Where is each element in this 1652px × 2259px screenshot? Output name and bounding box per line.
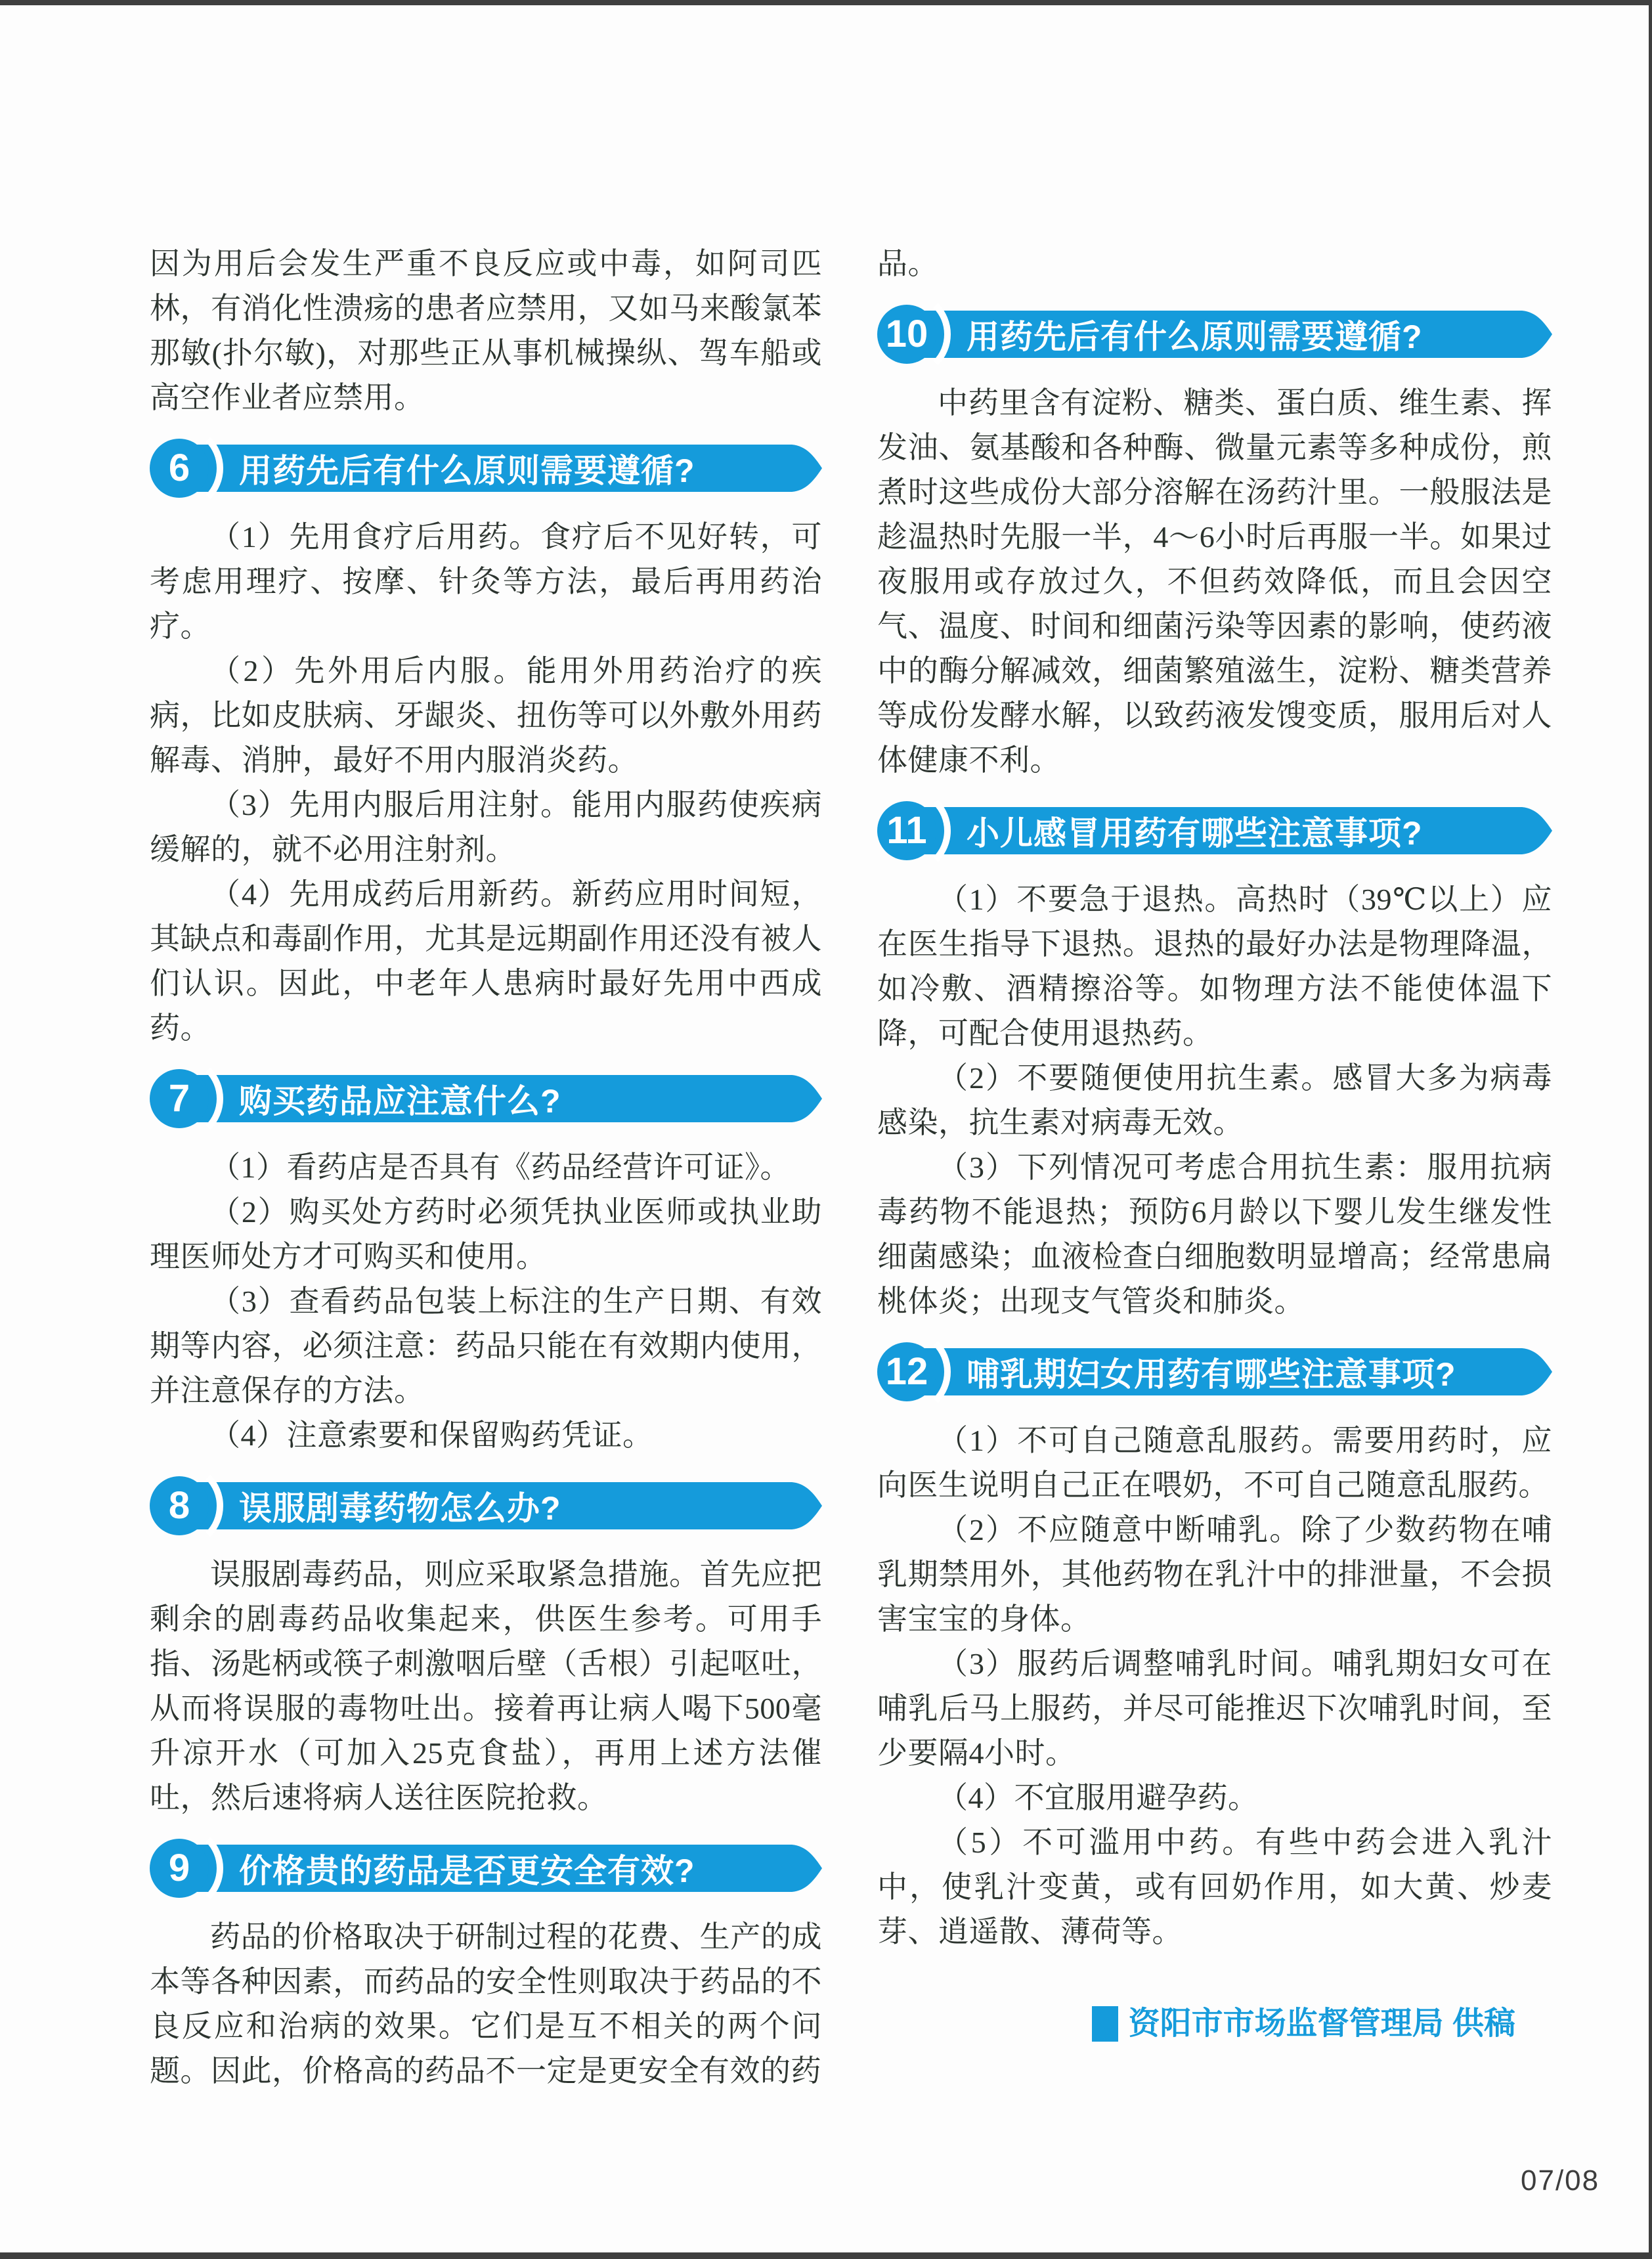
paragraph: （3）服药后调整哺乳时间。哺乳期妇女可在哺乳后马上服药，并尽可能推迟下次哺乳时间，至少要隔4小时。 — [877, 1647, 1552, 1770]
section-title-bar — [907, 1348, 1517, 1395]
section-number: 6 — [168, 447, 190, 489]
section-6-header — [150, 439, 822, 498]
section-title-bar — [179, 1075, 787, 1122]
paragraph: （2）先外用后内服。能用外用药治疗的疾病，比如皮肤病、牙龈炎、扭伤等可以外敷外用药解毒、消肿，最好不用内服消炎药。 — [150, 654, 822, 777]
section-title: 误服剧毒药物怎么办? — [239, 1490, 561, 1527]
page-border-right — [1649, 0, 1652, 2259]
paragraph: （3）先用内服后用注射。能用内服药使疾病缓解的，就不必用注射剂。 — [150, 788, 822, 866]
paren-arc-icon — [863, 787, 951, 875]
paragraph: （4）先用成药后用新药。新药应用时间短，其缺点和毒副作用，尤其是远期副作用还没有被人们认识。因此，中老年人患病时最好先用中西成药。 — [150, 877, 822, 1045]
paragraph: （2）购买处方药时必须凭执业医师或执业助理医师处方才可购买和使用。 — [150, 1195, 822, 1273]
section-title: 小儿感冒用药有哪些注意事项? — [967, 815, 1423, 852]
section-7-header — [150, 1069, 822, 1128]
paragraph: （2）不要随便使用抗生素。感冒大多为病毒感染，抗生素对病毒无效。 — [877, 1061, 1552, 1139]
intro-paragraph: 因为用后会发生严重不良反应或中毒，如阿司匹林，有消化性溃疡的患者应禁用，又如马来酸氯苯那敏(扑尔敏)，对那些正从事机械操纵、驾车船或高空作业者应禁用。 — [150, 247, 822, 414]
section-title: 价格贵的药品是否更安全有效? — [239, 1853, 695, 1889]
paragraph: （3）查看药品包装上标注的生产日期、有效期等内容，必须注意：药品只能在有效期内使用，并注意保存的方法。 — [150, 1284, 822, 1407]
section-6-number-badge — [150, 439, 209, 498]
paragraph: （4）注意索要和保留购药凭证。 — [210, 1418, 653, 1452]
section-number: 11 — [886, 809, 927, 852]
credit-line — [877, 2006, 1552, 2042]
paragraph: （2）不应随意中断哺乳。除了少数药物在哺乳期禁用外，其他药物在乳汁中的排泄量，不会损害宝宝的身体。 — [877, 1513, 1552, 1636]
section-title-bar — [907, 807, 1517, 854]
section-title: 哺乳期妇女用药有哪些注意事项? — [967, 1356, 1456, 1393]
paren-arc-icon — [135, 424, 223, 512]
section-8-header — [150, 1476, 822, 1535]
section-title-bar — [907, 311, 1517, 358]
section-11-header — [877, 801, 1552, 860]
banner-arrow-icon — [787, 1482, 822, 1529]
right-column — [877, 242, 1552, 2042]
banner-arrow-icon — [787, 445, 822, 492]
section-title-bar — [179, 445, 787, 492]
section-8-number-badge — [150, 1476, 209, 1535]
banner-arrow-icon — [787, 1845, 822, 1892]
paragraph: （1）先用食疗后用药。食疗后不见好转，可考虑用理疗、按摩、针灸等方法，最后再用药治疗。 — [150, 520, 822, 643]
paragraph: （1）不要急于退热。高热时（39℃以上）应在医生指导下退热。退热的最好办法是物理降温，如冷敷、酒精擦浴等。如物理方法不能使体温下降，可配合使用退热药。 — [877, 883, 1552, 1050]
left-column — [150, 242, 822, 2094]
paren-arc-icon — [863, 1328, 951, 1416]
paragraph: （3）下列情况可考虑合用抗生素：服用抗病毒药物不能退热；预防6月龄以下婴儿发生继发性细菌感染；血液检查白细胞数明显增高；经常患扁桃体炎；出现支气管炎和肺炎。 — [877, 1151, 1552, 1318]
paragraph: （1）看药店是否具有《药品经营许可证》。 — [210, 1151, 791, 1184]
paragraph: 误服剧毒药品，则应采取紧急措施。首先应把剩余的剧毒药品收集起来，供医生参考。可用手指、汤匙柄或筷子刺激咽后壁（舌根）引起呕吐，从而将误服的毒物吐出。接着再让病人喝下500毫升凉开水（可加入25克食盐），再用上述方法催吐，然后速将病人送往医院抢救。 — [150, 1558, 822, 1814]
paragraph: （4）不宜服用避孕药。 — [938, 1781, 1259, 1814]
paragraph: 中药里含有淀粉、糖类、蛋白质、维生素、挥发油、氨基酸和各种酶、微量元素等多种成份，煎煮时这些成份大部分溶解在汤药汁里。一般服法是趁温热时先服一半，4～6小时后再服一半。如果过夜服用或存放过久，不但药效降低，而且会因空气、温度、时间和细菌污染等因素的影响，使药液中的酶分解减效，细菌繁殖滋生，淀粉、糖类营养等成份发酵水解，以致药液发馊变质，服用后对人体健康不利。 — [877, 386, 1552, 777]
banner-arrow-icon — [1517, 807, 1552, 854]
section-10-header — [877, 305, 1552, 364]
section-title: 用药先后有什么原则需要遵循? — [239, 452, 695, 489]
paren-arc-icon — [135, 1824, 223, 1912]
section-9-number-badge — [150, 1839, 209, 1898]
banner-arrow-icon — [787, 1075, 822, 1122]
paragraph: （1）不可自己随意乱服药。需要用药时，应向医生说明自己正在喂奶，不可自己随意乱服药。 — [877, 1424, 1552, 1502]
section-title: 用药先后有什么原则需要遵循? — [967, 318, 1423, 355]
section-title: 购买药品应注意什么? — [239, 1083, 561, 1120]
section-number: 8 — [168, 1484, 190, 1527]
banner-arrow-icon — [1517, 1348, 1552, 1395]
paren-arc-icon — [863, 290, 951, 378]
section-7-number-badge — [150, 1069, 209, 1128]
section-title-bar — [179, 1845, 787, 1892]
credit-square-icon — [1092, 2006, 1118, 2042]
section-number: 9 — [168, 1847, 190, 1889]
paren-arc-icon — [135, 1055, 223, 1143]
paren-arc-icon — [135, 1462, 223, 1550]
paragraph: 药品的价格取决于研制过程的花费、生产的成本等各种因素，而药品的安全性则取决于药品的不良反应和治病的效果。它们是互不相关的两个问题。因此，价格高的药品不一定是更安全有效的药 — [150, 1920, 822, 2088]
section-12-header — [877, 1342, 1552, 1401]
paragraph: （5）不可滥用中药。有些中药会进入乳汁中，使乳汁变黄，或有回奶作用，如大黄、炒麦芽、逍遥散、薄荷等。 — [877, 1826, 1552, 1948]
section-title-bar — [179, 1482, 787, 1529]
page-border-top — [0, 0, 1652, 5]
section-12-number-badge — [877, 1342, 936, 1401]
page-border-bottom — [0, 2252, 1652, 2259]
credit-text: 资阳市市场监督管理局 供稿 — [1128, 2006, 1515, 2041]
intro-paragraph: 品。 — [877, 247, 938, 280]
section-9-header — [150, 1839, 822, 1898]
section-11-number-badge — [877, 801, 936, 860]
banner-arrow-icon — [1517, 311, 1552, 358]
section-number: 10 — [885, 313, 928, 355]
section-number: 7 — [168, 1077, 190, 1120]
section-10-number-badge — [877, 305, 936, 364]
page-number: 07/08 — [1521, 2164, 1600, 2197]
section-number: 12 — [885, 1350, 928, 1393]
